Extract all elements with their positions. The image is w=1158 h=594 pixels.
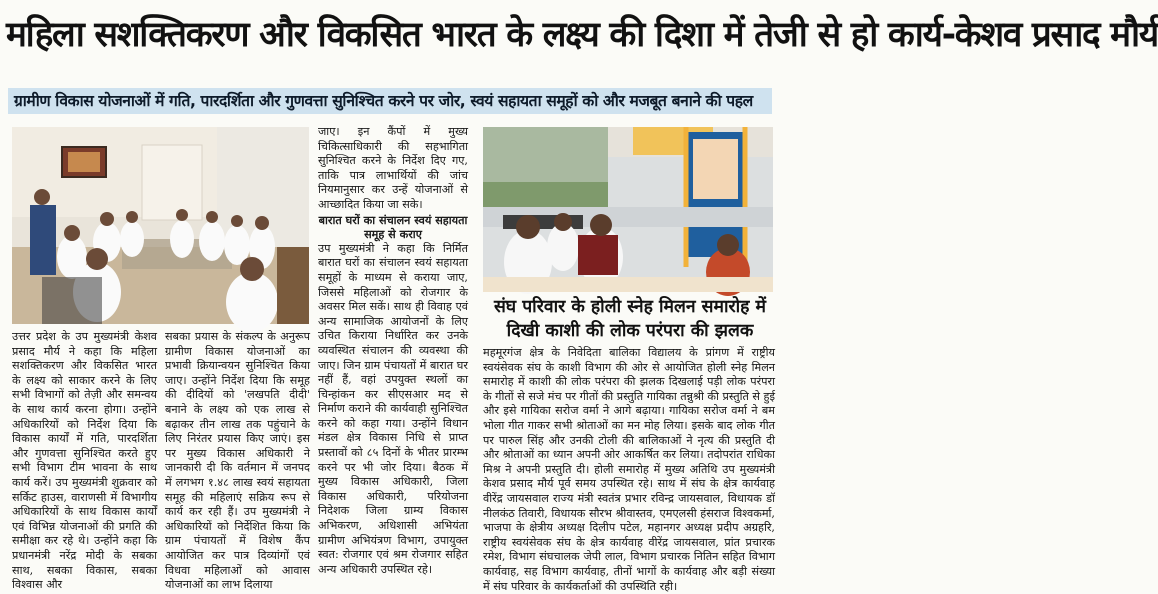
subheadline: ग्रामीण विकास योजनाओं में गति, पारदर्शिता और गुणवत्ता सुनिश्चित करने पर जोर, स्वयं सहायता समूहों को और मजबूत बनाने की पहल [14,92,753,110]
story1-column-3 [318,125,468,583]
story1-column-2 [165,330,310,592]
story1-paragraph-2: सबका प्रयास के संकल्प के अनुरूप ग्रामीण विकास योजनाओं का प्रभावी क्रियान्वयन सुनिश्चित किया जाए। उन्होंने निर्देश दिया कि समूह की दीदियों को 'लखपति दीदी' बनाने के लक्ष्य को एक लाख से बढ़ाकर तीन लाख तक पहुंचाने के लिए निरंतर प्रयास किए जाएं। इस पर मुख्य विकास अधिकारी ने जानकारी दी कि वर्तमान में जनपद में लगभग १.४८ लाख स्वयं सहायता समूह की महिलाएं सक्रिय रूप से कार्य कर रही हैं। उप मुख्यमंत्री ने अधिकारियों को निर्देशित किया कि ग्राम पंचायतों में विशेष कैंप आयोजित कर पात्र दिव्यांगों एवं विधवा महिलाओं को आवास योजनाओं का लाभ दिलाया [165,330,310,592]
event-photo [483,127,773,292]
story2-paragraph: महमूरगंज क्षेत्र के निवेदिता बालिका विद्यालय के प्रांगण में राष्ट्रीय स्वयंसेवक संघ के काशी विभाग की ओर से आयोजित होली स्नेह मिलन समारोह में काशी की लोक परंपरा की झलक दिखलाई पड़ी लोक परंपरा के गीतों से सजे मंच पर गीतों की प्रस्तुति गायिका तन्नुश्री की प्रस्तुति से हुई और इसे गायिका सरोज वर्मा ने आगे बढ़ाया। गायिका सरोज वर्मा ने बम भोला गीत गाकर सभी श्रोताओं का मन मोह लिया। इसके बाद लोक गीत पर पारुल सिंह और उनकी टोली की बालिकाओं ने नृत्य की प्रस्तुति दी और श्रोताओं का ध्यान अपनी ओर आकर्षित कर लिया। तदोपरांत राधिका मिश्र ने अपनी प्रस्तुति दी। होली समारोह में मुख्य अतिथि उप मुख्यमंत्री केशव प्रसाद मौर्य पूर्व समय उपस्थित रहे। साथ में संघ के क्षेत्र कार्यवाह वीरेंद्र जायसवाल राज्य मंत्री स्वतंत्र प्रभार रविन्द्र जायसवाल, विधायक डॉ नीलकंठ तिवारी, विधायक सौरभ श्रीवास्तव, एमएलसी हंसराज विश्वकर्मा, भाजपा के क्षेत्रीय अध्यक्ष दिलीप पटेल, महानगर अध्यक्ष प्रदीप अग्रहरि, राष्ट्रीय स्वयंसेवक संघ के क्षेत्र कार्यवाह वीरेंद्र जायसवाल, प्रांत प्रचारक रमेश, विभाग संघचालक जेपी लाल, विभाग प्रचारक नितिन सहित विभाग कार्यवाह, सह विभाग कार्यवाह, तीनों भागों के कार्यवाह और बड़ी संख्या में संघ परिवार के कार्यकर्ताओं की उपस्थिति रही। [483,346,775,593]
story2-body [483,346,775,593]
story1-paragraph-3: जाए। इन कैंपों में मुख्य चिकित्साधिकारी की सहभागिता सुनिश्चित करने के निर्देश दिए गए, ताकि पात्र लाभार्थियों की जांच नियमानुसार कर उन्हें योजनाओं से आच्छादित किया जा सके। [318,125,468,211]
story1-paragraph-4: उप मुख्यमंत्री ने कहा कि निर्मित बारात घरों का संचालन स्वयं सहायता समूहों के माध्यम से कराया जाए, जिससे महिलाओं को रोजगार के अवसर मिल सकें। साथ ही विवाह एवं अन्य सामाजिक आयोजनों के लिए उचित किराया निर्धारित कर उनके व्यवस्थित संचालन की व्यवस्था की जाए। जिन ग्राम पंचायतों में बारात घर नहीं हैं, वहां उपयुक्त स्थलों का चिन्हांकन कर सीएसआर मद से निर्माण कराने की कार्यवाही सुनिश्चित करने को कहा गया। उन्होंने विधान मंडल क्षेत्र विकास निधि से प्राप्त प्रस्तावों को ८५ दिनों के भीतर प्रारम्भ करने पर भी जोर दिया। बैठक में मुख्य विकास अधिकारी, जिला विकास अधिकारी, परियोजना निदेशक जिला ग्राम्य विकास अभिकरण, अधिशासी अभियंता ग्रामीण अभियंत्रण विभाग, उपायुक्त स्वत: रोजगार एवं श्रम रोजगार सहित अन्य अधिकारी उपस्थित रहे। [318,241,468,576]
story2-headline: संघ परिवार के होली स्नेह मिलन समारोह में दिखी काशी की लोक परंपरा की झलक [493,297,767,341]
story1-paragraph-1: उत्तर प्रदेश के उप मुख्यमंत्री केशव प्रसाद मौर्य ने कहा कि महिला सशक्तिकरण और विकसित भारत के लक्ष्य को साकार करने के लिए सभी विभागों को तेज़ी और समन्वय के साथ कार्य करना होगा। उन्होंने अधिकारियों को निर्देश दिया कि विकास कार्यों में गति, पारदर्शिता और गुणवत्ता सुनिश्चित करते हुए सभी विभाग टीम भावना के साथ कार्य करें। उप मुख्यमंत्री शुक्रवार को सर्किट हाउस, वाराणसी में विभागीय अधिकारियों के साथ विकास कार्यों एवं विभिन्न योजनाओं की प्रगति की समीक्षा कर रहे थे। उन्होंने कहा कि प्रधानमंत्री नरेंद्र मोदी के सबका साथ, सबका विकास, सबका विश्वास और [12,330,157,592]
meeting-photo [12,127,309,324]
story1-subheading: बारात घरों का संचालन स्वयं सहायता समूह से कराए [318,212,468,242]
story1-column-1 [12,330,157,592]
headline: महिला सशक्तिकरण और विकसित भारत के लक्ष्य की दिशा में तेजी से हो कार्य-केशव प्रसाद मौर्य [6,15,1158,55]
